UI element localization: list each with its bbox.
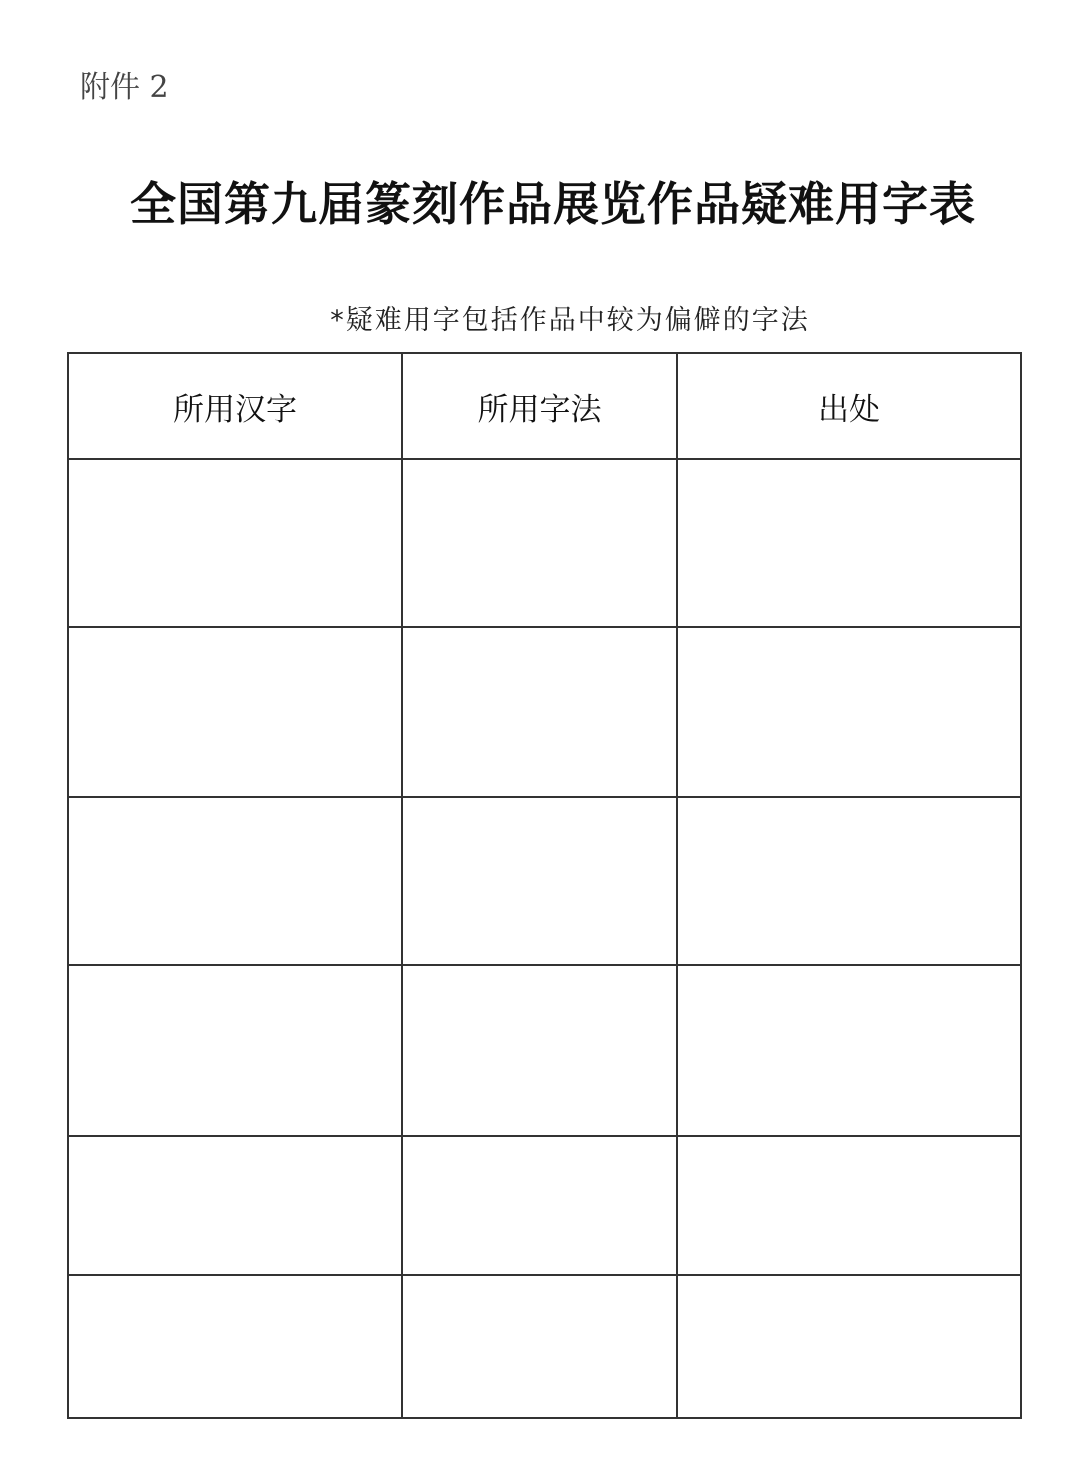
table-cell[interactable] [677,965,1021,1136]
table-row [68,965,1021,1136]
table-cell[interactable] [677,627,1021,797]
header-character: 所用汉字 [68,353,402,459]
document-title: 全国第九届篆刻作品展览作品疑难用字表 [130,177,976,231]
table-row [68,459,1021,627]
table-cell[interactable] [677,1275,1021,1418]
table-cell[interactable] [68,1275,402,1418]
table-cell[interactable] [402,1136,677,1275]
attachment-label: 附件 2 [80,70,169,105]
table-cell[interactable] [68,797,402,965]
difficult-characters-table [67,352,1022,1419]
table-cell[interactable] [677,459,1021,627]
table-cell[interactable] [402,1275,677,1418]
table-cell[interactable] [677,1136,1021,1275]
header-source: 出处 [677,353,1021,459]
table-cell[interactable] [68,459,402,627]
table-cell[interactable] [402,797,677,965]
table-note: *疑难用字包括作品中较为偏僻的字法 [330,305,810,336]
table-cell[interactable] [677,797,1021,965]
header-character-form: 所用字法 [402,353,677,459]
table-cell[interactable] [402,627,677,797]
table-row [68,797,1021,965]
table-cell[interactable] [68,627,402,797]
table-cell[interactable] [402,459,677,627]
table-row [68,627,1021,797]
table-row [68,1275,1021,1418]
table-cell[interactable] [402,965,677,1136]
table-cell[interactable] [68,965,402,1136]
table-row [68,1136,1021,1275]
table-header-row [68,353,1021,459]
table-cell[interactable] [68,1136,402,1275]
